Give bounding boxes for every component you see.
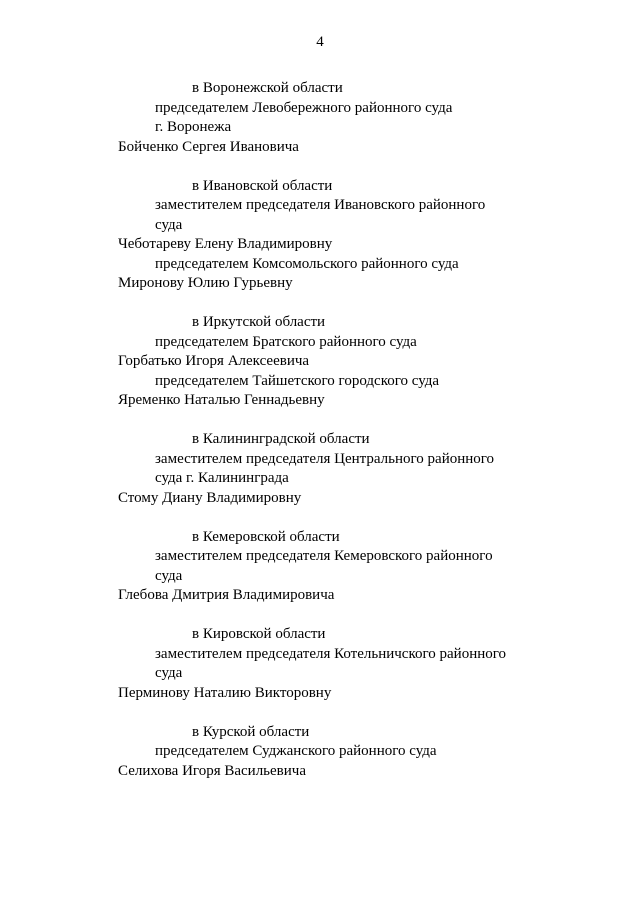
region-heading: в Кировской области (192, 626, 326, 642)
region-heading: в Ивановской области (192, 177, 333, 194)
appointee-name: Чеботареву Елену Владимировну (118, 236, 333, 252)
position-title: заместителем председателя Центрального районного (155, 450, 495, 467)
appointee-name: Стому Диану Владимировну (118, 489, 302, 506)
position-title: председателем Тайшетского городского суда (155, 372, 440, 389)
appointee-name: Горбатько Игоря Алексеевича (118, 353, 310, 369)
region-heading: в Калининградской области (192, 431, 370, 447)
region-section (0, 528, 640, 606)
appointee-name: Миронову Юлию Гурьевну (118, 275, 293, 291)
region-section (0, 723, 640, 782)
region-section (0, 313, 640, 411)
region-section (0, 625, 640, 703)
region-section (0, 177, 640, 294)
appointee-name: Бойченко Сергея Ивановича (118, 138, 299, 155)
appointee-name: Селихова Игоря Васильевича (118, 762, 306, 779)
region-section (0, 79, 640, 157)
appointee-name: Глебова Дмитрия Владимировича (118, 587, 335, 603)
region-heading: в Кемеровской области (192, 528, 340, 545)
position-title: председателем Левобережного районного суда (155, 99, 453, 116)
position-title: суда г. Калининграда (155, 470, 289, 486)
document-body (0, 79, 640, 801)
position-title: председателем Суджанского районного суда (155, 743, 437, 759)
region-heading: в Воронежской области (192, 80, 343, 96)
position-title: суда (155, 665, 183, 681)
page-number: 4 (316, 34, 324, 50)
position-title: суда (155, 567, 183, 584)
region-heading: в Иркутской области (192, 314, 326, 330)
position-title: заместителем председателя Котельничского районного (155, 645, 507, 662)
appointee-name: Яременко Наталью Геннадьевну (118, 392, 325, 408)
position-title: председателем Братского районного суда (155, 333, 417, 350)
region-section (0, 430, 640, 508)
position-title: суда (155, 216, 183, 233)
appointee-name: Перминову Наталию Викторовну (118, 684, 332, 701)
position-title: заместителем председателя Ивановского районного (155, 197, 486, 213)
position-title: г. Воронежа (155, 119, 232, 135)
position-title: председателем Комсомольского районного суда (155, 255, 459, 272)
region-heading: в Курской области (192, 723, 310, 740)
position-title: заместителем председателя Кемеровского районного (155, 548, 493, 564)
